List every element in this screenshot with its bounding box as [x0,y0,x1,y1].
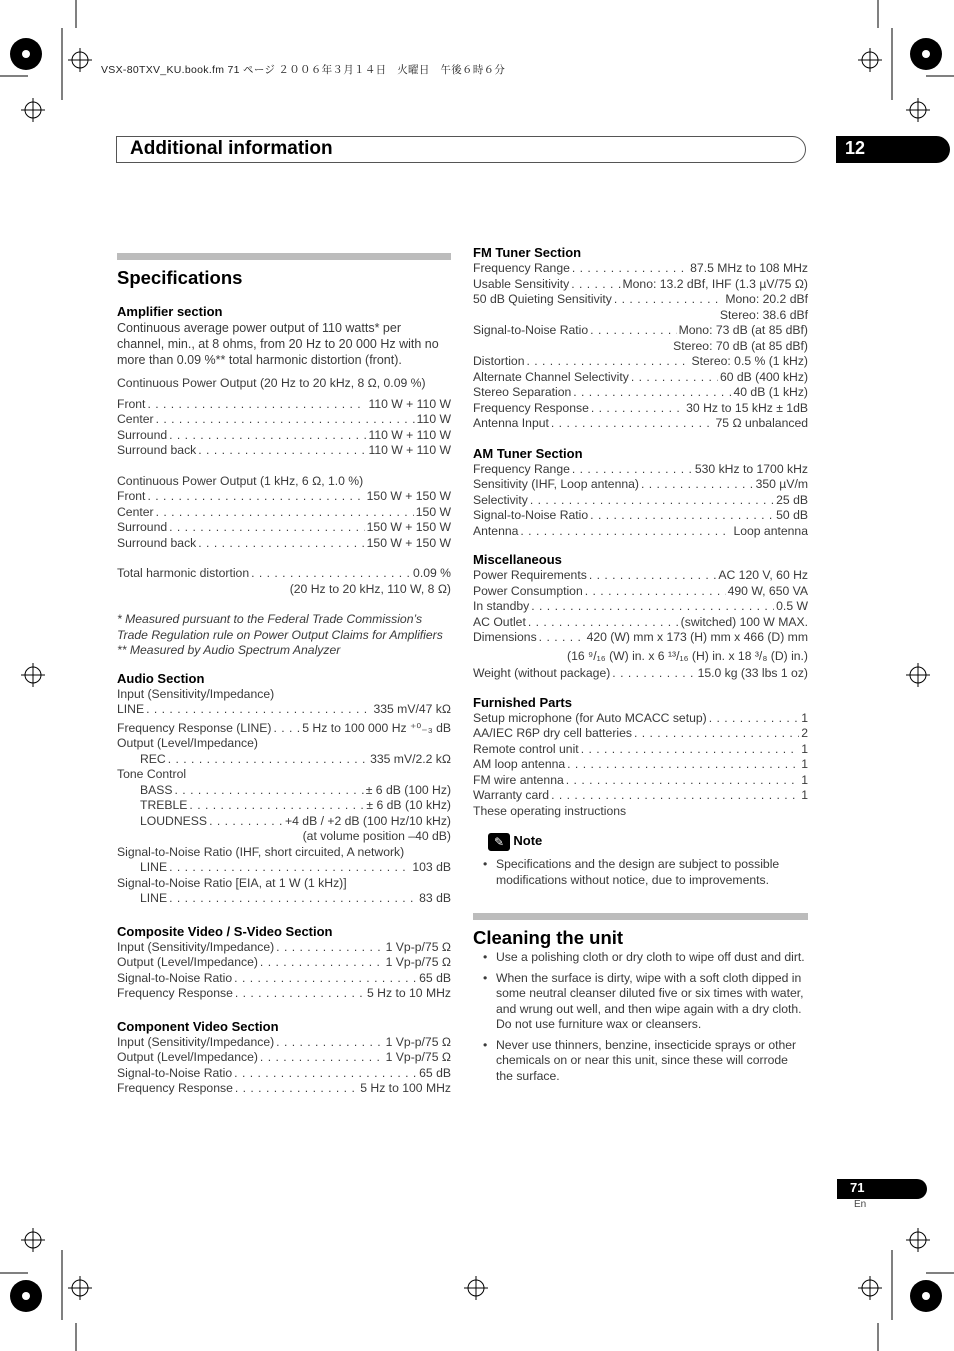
spec-row: Frequency Response . . . 5 Hz to 100 MHz [117,1081,451,1097]
cpo-rows-2 [117,489,451,551]
right-column [473,245,808,1084]
spec-row: Output (Level/Impedance) . . . 1 Vp-p/75 Ω [117,955,451,971]
note-pencil-icon: ✎ [488,833,510,851]
cleaning-bullet: • Use a polishing cloth or dry cloth to wipe off dust and dirt. [483,950,805,964]
spec-row: Frequency Range . . . 530 kHz to 1700 kHz [473,462,808,478]
spec-row: Front . . . 150 W + 150 W [117,489,451,505]
spec-row: Center . . . 110 W [117,412,451,428]
spec-row: Surround back . . . 150 W + 150 W [117,536,451,552]
spec-row: LOUDNESS . . . +4 dB / +2 dB (100 Hz/10 kHz) [117,814,451,830]
spec-row: TREBLE . . . ± 6 dB (10 kHz) [117,798,451,814]
am-heading: AM Tuner Section [473,445,583,461]
amplifier-intro: Continuous average power output of 110 watts* per channel, min., at 8 ohms, from 20 Hz to 20 000 Hz with no more than 0.09 %** total harmonic distortion (front). [117,321,439,367]
audio-input-heading: Input (Sensitivity/Impedance) [117,686,275,701]
parts-last-item: These operating instructions [473,803,627,818]
spec-row: Antenna Input . . . 75 Ω unbalanced [473,416,808,432]
cpo-heading-1: Continuous Power Output (20 Hz to 20 kHz, 8 Ω, 0.09 %) [117,376,426,390]
spec-row: Signal-to-Noise Ratio . . . 65 dB [117,1066,451,1082]
section-rule [117,253,451,260]
note-bullet: • Specifications and the design are subject to possible modifications without notice, due to improvements. [483,857,780,887]
note-title: Note [513,833,543,849]
spec-row: Warranty card . . . 1 [473,788,808,804]
misc-heading: Miscellaneous [473,552,562,567]
spec-row: Input (Sensitivity/Impedance) . . . 1 Vp-p/75 Ω [117,1035,451,1051]
parts-heading: Furnished Parts [473,694,572,710]
spec-row: Output (Level/Impedance) . . . 1 Vp-p/75 Ω [117,1050,451,1066]
spec-row: Setup microphone (for Auto MCACC setup) . . . 1 [473,711,808,727]
spec-row: LINE . . . 83 dB [117,891,451,907]
cpo-heading-2: Continuous Power Output (1 kHz, 6 Ω, 1.0 %) [117,473,364,488]
page-number: 71 [850,1180,865,1195]
spec-row: Surround back . . . 110 W + 110 W [117,443,451,459]
thd-row: Total harmonic distortion . . . 0.09 % [117,566,451,582]
spec-row: AA/IEC R6P dry cell batteries . . . 2 [473,726,808,742]
audio-output-heading: Output (Level/Impedance) [117,736,258,750]
tone-control-heading: Tone Control [117,767,187,781]
spec-row: Front . . . 110 W + 110 W [117,397,451,413]
spec-row: Frequency Response . . . 5 Hz to 10 MHz [117,986,451,1002]
spec-row: Signal-to-Noise Ratio . . . 65 dB [117,971,451,987]
spec-row: Remote control unit . . . 1 [473,742,808,758]
chapter-number: 12 [845,138,866,158]
page-language: En [854,1199,867,1210]
spec-row: Power Consumption . . . 490 W, 650 VA [473,584,808,600]
spec-row: Weight (without package) . . . 15.0 kg (33 lbs 1 oz) [473,666,808,682]
amplifier-heading: Amplifier section [117,304,223,319]
spec-row: Signal-to-Noise Ratio . . . Mono: 73 dB (at 85 dBf) [473,323,808,339]
spec-row: Frequency Response . . . 30 Hz to 15 kHz ± 1dB [473,401,808,417]
cleaning-bullet: • Never use thinners, benzine, insecticide sprays or other chemicals on or near this unit, since these will corrode the surface. [483,1037,797,1083]
component-heading: Component Video Section [117,1018,279,1034]
spec-row: BASS . . . ± 6 dB (100 Hz) [117,783,451,799]
spec-row: Alternate Channel Selectivity . . . 60 dB (400 kHz) [473,370,808,386]
spec-row: Surround . . . 150 W + 150 W [117,520,451,536]
dimensions-inches: (16 ⁹/₁₆ (W) in. x 6 ¹³/₁₆ (H) in. x 18 ³/₈ (D) in.) [567,648,808,663]
spec-row: LINE . . . 335 mV/47 kΩ [117,702,451,718]
header-title: Additional information [130,138,333,159]
specifications-title: Specifications [117,267,243,288]
spec-row: LINE . . . 103 dB [117,860,451,876]
spec-row: Distortion . . . Stereo: 0.5 % (1 kHz) [473,354,808,370]
spec-row: AC Outlet . . . (switched) 100 W MAX. [473,615,808,631]
spec-row: Power Requirements . . . AC 120 V, 60 Hz [473,568,808,584]
spec-row: Center . . . 150 W [117,505,451,521]
spec-row: FM wire antenna . . . 1 [473,773,808,789]
audio-heading: Audio Section [117,670,205,686]
spec-row: Surround . . . 110 W + 110 W [117,428,451,444]
footnote-1: * Measured pursuant to the Federal Trade Commission’s Trade Regulation rule on Power Output Claims for Amplifiers [117,612,443,642]
note-header [488,833,808,851]
spec-row: Stereo Separation . . . 40 dB (1 kHz) [473,385,808,401]
cpo-rows-1 [117,397,451,459]
spec-row: Sensitivity (IHF, Loop antenna) . . . 350 µV/m [473,477,808,493]
fm-snr-stereo: Stereo: 70 dB (at 85 dBf) [673,338,808,353]
loudness-note: (at volume position –40 dB) [302,829,451,843]
composite-heading: Composite Video / S-Video Section [117,923,333,939]
spec-row: Selectivity . . . 25 dB [473,493,808,509]
spec-row: In standby . . . 0.5 W [473,599,808,615]
cleaning-title: Cleaning the unit [473,927,624,948]
thd-note: (20 Hz to 20 kHz, 110 W, 8 Ω) [289,581,451,596]
snr2-heading: Signal-to-Noise Ratio [EIA, at 1 W (1 kHz)] [117,875,347,890]
spec-row: 50 dB Quieting Sensitivity . . . Mono: 20.2 dBf [473,292,808,308]
spec-row: Antenna . . . Loop antenna [473,524,808,540]
spec-row: Frequency Response (LINE) . . . 5 Hz to 100 000 Hz ⁺⁰₋₃ dB [117,721,451,737]
fm-heading: FM Tuner Section [473,245,582,260]
footnote-2: ** Measured by Audio Spectrum Analyzer [117,643,341,657]
cleaning-bullet: • When the surface is dirty, wipe with a soft cloth dipped in some neutral cleanser diluted five or six times with water, and wrung out well, and then wipe again with a dry cloth. Do not use furniture wax or cleansers. [483,970,804,1031]
file-info: VSX-80TXV_KU.book.fm 71 ページ ２００６年３月１４日 火曜日 午後６時６分 [101,64,506,76]
spec-row: REC . . . 335 mV/2.2 kΩ [117,752,451,768]
spec-row: Input (Sensitivity/Impedance) . . . 1 Vp-p/75 Ω [117,940,451,956]
spec-row: Frequency Range . . . 87.5 MHz to 108 MHz [473,261,808,277]
spec-row: Usable Sensitivity . . . Mono: 13.2 dBf, IHF (1.3 µV/75 Ω) [473,277,808,293]
spec-row: AM loop antenna . . . 1 [473,757,808,773]
spec-row: Dimensions . . . 420 (W) mm x 173 (H) mm x 466 (D) mm [473,630,808,646]
fm-quiet-stereo: Stereo: 38.6 dBf [719,307,808,322]
snr1-heading: Signal-to-Noise Ratio (IHF, short circuited, A network) [117,844,405,859]
section-rule [473,913,808,920]
left-column [117,253,451,1097]
spec-row: Signal-to-Noise Ratio . . . 50 dB [473,508,808,524]
